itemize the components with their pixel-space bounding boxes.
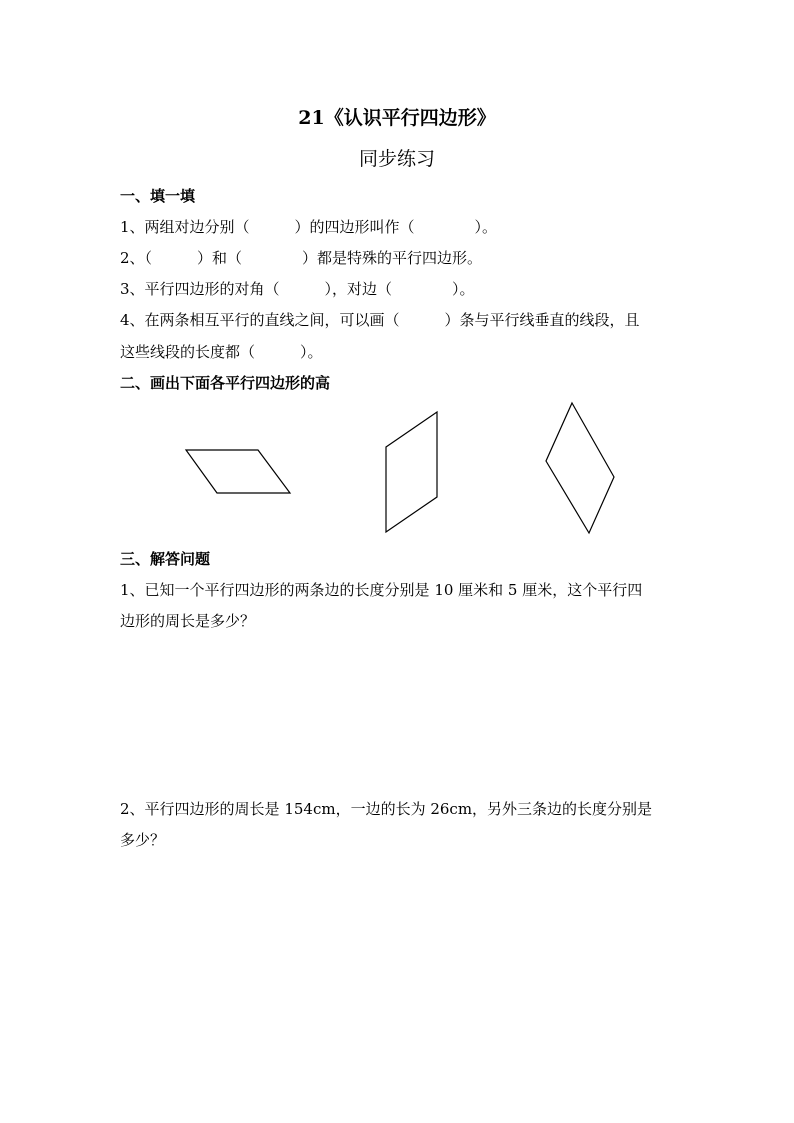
question-3-2-line2: 多少？ — [120, 831, 166, 849]
section-draw-heights-heading: 二、画出下面各平行四边形的高 — [120, 374, 331, 392]
question-1-4-line2: 这些线段的长度都（ ）。 — [120, 343, 323, 361]
page-subtitle: 同步练习 — [358, 148, 435, 170]
section-fill-in-heading: 一、填一填 — [120, 187, 196, 205]
question-3-1-line1: 1、已知一个平行四边形的两条边的长度分别是 10 厘米和 5 厘米，这个平行四 — [120, 581, 643, 599]
question-1-4-line1: 4、在两条相互平行的直线之间，可以画（ ）条与平行线垂直的线段，且 — [120, 311, 640, 329]
section-answer-questions-heading: 三、解答问题 — [120, 550, 211, 568]
parallelogram-horizontal-figure — [186, 450, 290, 493]
page-title: 21《认识平行四边形》 — [298, 107, 496, 129]
question-1-3: 3、平行四边形的对角（ ），对边（ ）。 — [120, 280, 475, 298]
parallelogram-vertical-figure — [386, 412, 437, 532]
rhombus-figure — [546, 403, 614, 533]
question-3-2-line1: 2、平行四边形的周长是 154cm，一边的长为 26cm，另外三条边的长度分别是 — [120, 800, 653, 818]
parallelogram-figures — [0, 0, 794, 560]
question-3-1-line2: 边形的周长是多少？ — [120, 612, 256, 630]
question-1-2: 2、（ ）和（ ）都是特殊的平行四边形。 — [120, 249, 483, 267]
question-1-1: 1、两组对边分别（ ）的四边形叫作（ ）。 — [120, 218, 498, 236]
